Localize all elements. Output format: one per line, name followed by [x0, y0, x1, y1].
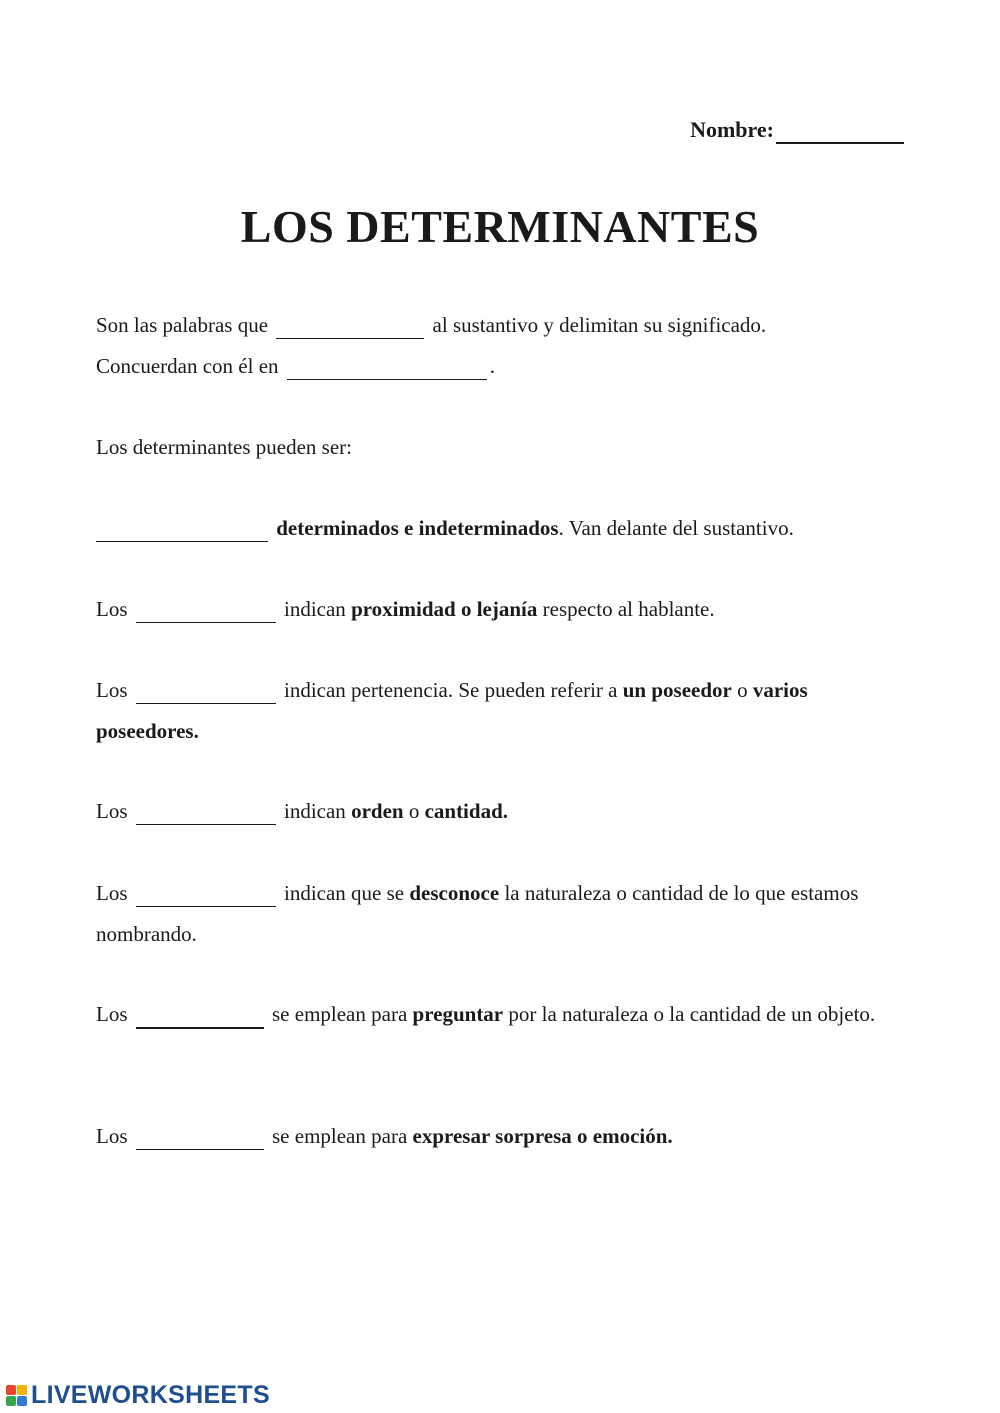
blank-exclamatives[interactable] [136, 1127, 264, 1150]
blank-intro-1[interactable] [276, 316, 424, 339]
liveworksheets-logo [6, 1381, 270, 1410]
blank-articles[interactable] [96, 519, 268, 542]
indefinites-text-a: indican que se [284, 881, 405, 905]
possessives-bold-1: un poseedor [622, 678, 732, 702]
item-demonstratives [96, 589, 896, 630]
indefinites-bold: desconoce [409, 881, 500, 905]
indefinites-lead: Los [96, 881, 128, 905]
possessives-bold-2: varios poseedores. [96, 678, 808, 743]
articles-text: . Van delante del sustantivo. [558, 516, 794, 540]
intro-text-1: Son las palabras que [96, 313, 269, 337]
numerals-text-b: o [408, 799, 420, 823]
page-title: LOS DETERMINANTES [240, 201, 760, 252]
blank-possessives[interactable] [136, 681, 276, 704]
blank-indefinites[interactable] [136, 884, 276, 907]
item-interrogatives [96, 994, 896, 1035]
demonstratives-text-a: indican [284, 597, 346, 621]
numerals-bold-2: cantidad. [424, 799, 508, 823]
types-intro: Los determinantes pueden ser: [96, 435, 352, 459]
exclamatives-lead: Los [96, 1124, 128, 1148]
numerals-text-a: indican [284, 799, 346, 823]
blank-numerals[interactable] [136, 802, 276, 825]
indefinites-text-b: la naturaleza o cantidad de lo que estamos nombrando. [96, 881, 859, 946]
interrogatives-bold: preguntar [412, 1002, 504, 1026]
intro-text-3: Concuerdan con él en [96, 354, 279, 378]
exclamatives-text-a: se emplean para [272, 1124, 408, 1148]
articles-bold: determinados e indeterminados [276, 516, 559, 540]
item-indefinites [96, 873, 896, 955]
numerals-bold-1: orden [351, 799, 404, 823]
blank-intro-2[interactable] [287, 357, 487, 380]
logo-blocks-icon [6, 1385, 28, 1407]
blank-demonstratives[interactable] [136, 600, 276, 623]
name-label: Nombre: [690, 117, 774, 142]
interrogatives-text-a: se emplean para [272, 1002, 408, 1026]
name-input[interactable] [776, 122, 904, 144]
intro-text-4: . [489, 354, 496, 378]
demonstratives-text-b: respecto al hablante. [542, 597, 715, 621]
possessives-lead: Los [96, 678, 128, 702]
logo-text: LIVEWORKSHEETS [31, 1381, 270, 1409]
exclamatives-bold: expresar sorpresa o emoción. [412, 1124, 673, 1148]
item-exclamatives [96, 1116, 896, 1157]
intro-text-2: al sustantivo y delimitan su significado. [432, 313, 767, 337]
demonstratives-lead: Los [96, 597, 128, 621]
blank-interrogatives[interactable] [136, 1005, 264, 1029]
definition-paragraph [96, 305, 896, 387]
possessives-text-a: indican pertenencia. Se pueden referir a [284, 678, 618, 702]
name-field-row [690, 117, 904, 144]
item-numerals [96, 791, 896, 832]
interrogatives-text-b: por la naturaleza o la cantidad de un objeto. [508, 1002, 876, 1026]
possessives-text-b: o [737, 678, 748, 702]
demonstratives-bold: proximidad o lejanía [351, 597, 538, 621]
item-possessives [96, 670, 896, 752]
numerals-lead: Los [96, 799, 128, 823]
interrogatives-lead: Los [96, 1002, 128, 1026]
item-articles [96, 508, 896, 549]
